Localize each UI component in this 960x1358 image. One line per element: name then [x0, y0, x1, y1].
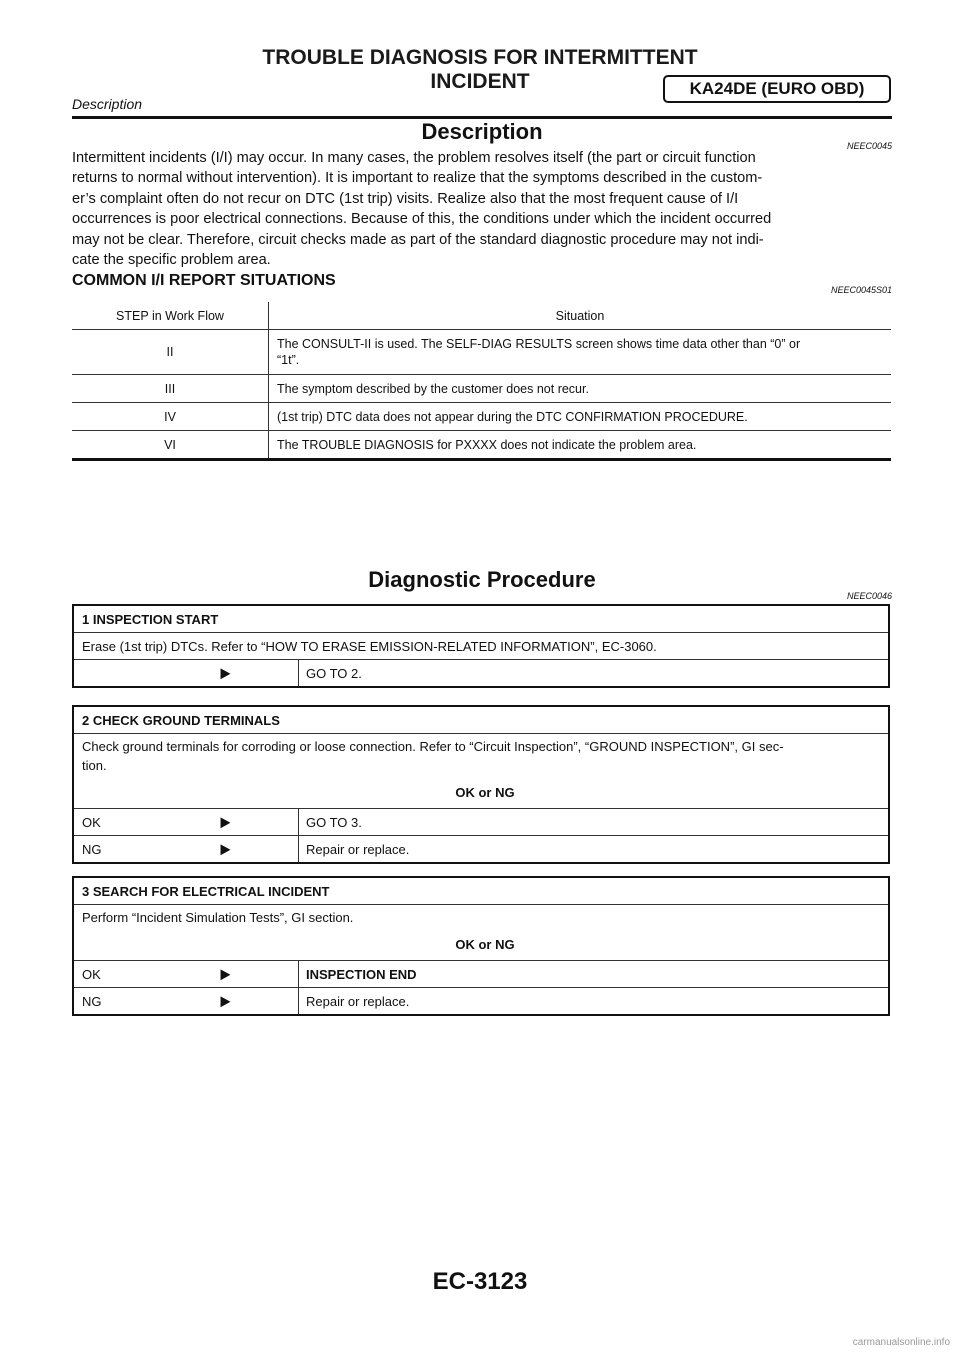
model-badge: KA24DE (EURO OBD): [663, 75, 891, 103]
col-step-header: STEP in Work Flow: [72, 302, 269, 330]
result-label: NG: [82, 841, 102, 857]
step-desc-line: Check ground terminals for corroding or loose connection. Refer to “Circuit Inspection”, “GROUND INSPECTION”, GI sec-: [82, 739, 784, 754]
description-line: Intermittent incidents (I/I) may occur. In many cases, the problem resolves itself (the part or circuit function: [72, 150, 756, 166]
situation-cell: [269, 330, 892, 375]
step-desc: Erase (1st trip) DTCs. Refer to “HOW TO ERASE EMISSION-RELATED INFORMATION”, EC-3060.: [73, 633, 889, 660]
ok-or-ng-label: OK or NG: [455, 785, 515, 800]
procedure-title: Diagnostic Procedure: [368, 567, 596, 592]
step-heading-row: [73, 706, 889, 734]
result-text: Repair or replace.: [306, 993, 410, 1009]
table-row: [72, 403, 891, 431]
description-line: cate the specific problem area.: [72, 252, 271, 269]
result-label: OK: [73, 809, 153, 836]
step-desc-line: Perform “Incident Simulation Tests”, GI section.: [82, 910, 354, 925]
table-row: [72, 431, 891, 460]
result-arrow: [153, 660, 299, 688]
result-arrow: [153, 809, 299, 836]
description-line: occurrences is poor electrical connections. Because of this, the conditions under which the incident occurred: [72, 211, 772, 228]
step-result-row: [73, 836, 889, 864]
result-text: GO TO 2.: [306, 665, 362, 681]
arrow-right-icon: ▶: [220, 840, 231, 857]
step-cell: IV: [72, 403, 269, 431]
step-result-row: [73, 809, 889, 836]
step-desc: [73, 905, 889, 961]
col-situation-header: Situation: [269, 302, 892, 330]
description-code: NEEC0045: [846, 141, 892, 151]
description-line: er’s complaint often do not recur on DTC (1st trip) visits. Realize also that the most frequent cause of I/I: [72, 190, 739, 207]
step-result-row: [73, 660, 889, 688]
description-paragraph: [72, 148, 892, 270]
arrow-right-icon: ▶: [220, 813, 231, 830]
step-heading-row: [73, 877, 889, 905]
result-label: [73, 660, 153, 688]
situations-table: [72, 302, 891, 461]
result-arrow: [153, 836, 299, 864]
step-cell: VI: [72, 431, 269, 460]
situation-cell: The TROUBLE DIAGNOSIS for PXXXX does not indicate the problem area.: [269, 431, 892, 460]
header-title-line2: INCIDENT: [430, 70, 530, 93]
result-text: Repair or replace.: [306, 841, 410, 857]
step-desc-row: [73, 734, 889, 809]
header-title-line1: TROUBLE DIAGNOSIS FOR INTERMITTENT: [262, 46, 698, 69]
situation-cell: (1st trip) DTC data does not appear during the DTC CONFIRMATION PROCEDURE.: [269, 403, 892, 431]
situations-header-row: [72, 302, 891, 330]
watermark: carmanualsonline.info: [852, 1337, 950, 1348]
result-label: OK: [73, 961, 153, 988]
step-heading-row: [73, 605, 889, 633]
step-heading: 3 SEARCH FOR ELECTRICAL INCIDENT: [73, 877, 889, 905]
step-desc-row: [73, 633, 889, 660]
step-heading: 2 CHECK GROUND TERMINALS: [73, 706, 889, 734]
result-text: GO TO 3.: [299, 809, 890, 836]
step-cell: II: [72, 330, 269, 375]
step-result-row: [73, 961, 889, 988]
arrow-right-icon: ▶: [220, 992, 231, 1009]
step-desc: [73, 734, 889, 809]
situation-text-cont: “1t”.: [277, 353, 300, 367]
step-cell: III: [72, 375, 269, 403]
procedure-code: NEEC0046: [846, 591, 892, 601]
ok-or-ng-label: OK or NG: [455, 937, 515, 952]
situation-text: The CONSULT-II is used. The SELF-DIAG RESULTS screen shows time data other than “0” or: [277, 337, 801, 351]
step-desc-line: tion.: [82, 758, 107, 773]
step-heading: 1 INSPECTION START: [73, 605, 889, 633]
arrow-right-icon: ▶: [220, 965, 231, 982]
description-line: returns to normal without intervention). It is important to realize that the symptoms described in the custom-: [72, 170, 763, 187]
arrow-right-icon: ▶: [220, 664, 231, 681]
situations-title: COMMON I/I REPORT SITUATIONS: [72, 272, 336, 289]
page-number: EC-3123: [432, 1268, 528, 1295]
table-row: [72, 375, 891, 403]
result-text: INSPECTION END: [299, 961, 890, 988]
step-desc-row: [73, 905, 889, 961]
result-arrow: [153, 988, 299, 1016]
procedure-step-1: [72, 604, 890, 688]
result-label: NG: [82, 993, 102, 1009]
result-arrow: [153, 961, 299, 988]
table-row: [72, 330, 891, 375]
description-line: may not be clear. Therefore, circuit checks made as part of the standard diagnostic procedure may not indi-: [72, 231, 764, 248]
header-subtitle: Description: [72, 96, 143, 112]
situations-code: NEEC0045S01: [830, 285, 892, 295]
description-title: Description: [421, 119, 543, 144]
procedure-step-2: [72, 705, 890, 864]
situation-cell: The symptom described by the customer does not recur.: [269, 375, 892, 403]
procedure-step-3: [72, 876, 890, 1016]
step-result-row: [73, 988, 889, 1016]
